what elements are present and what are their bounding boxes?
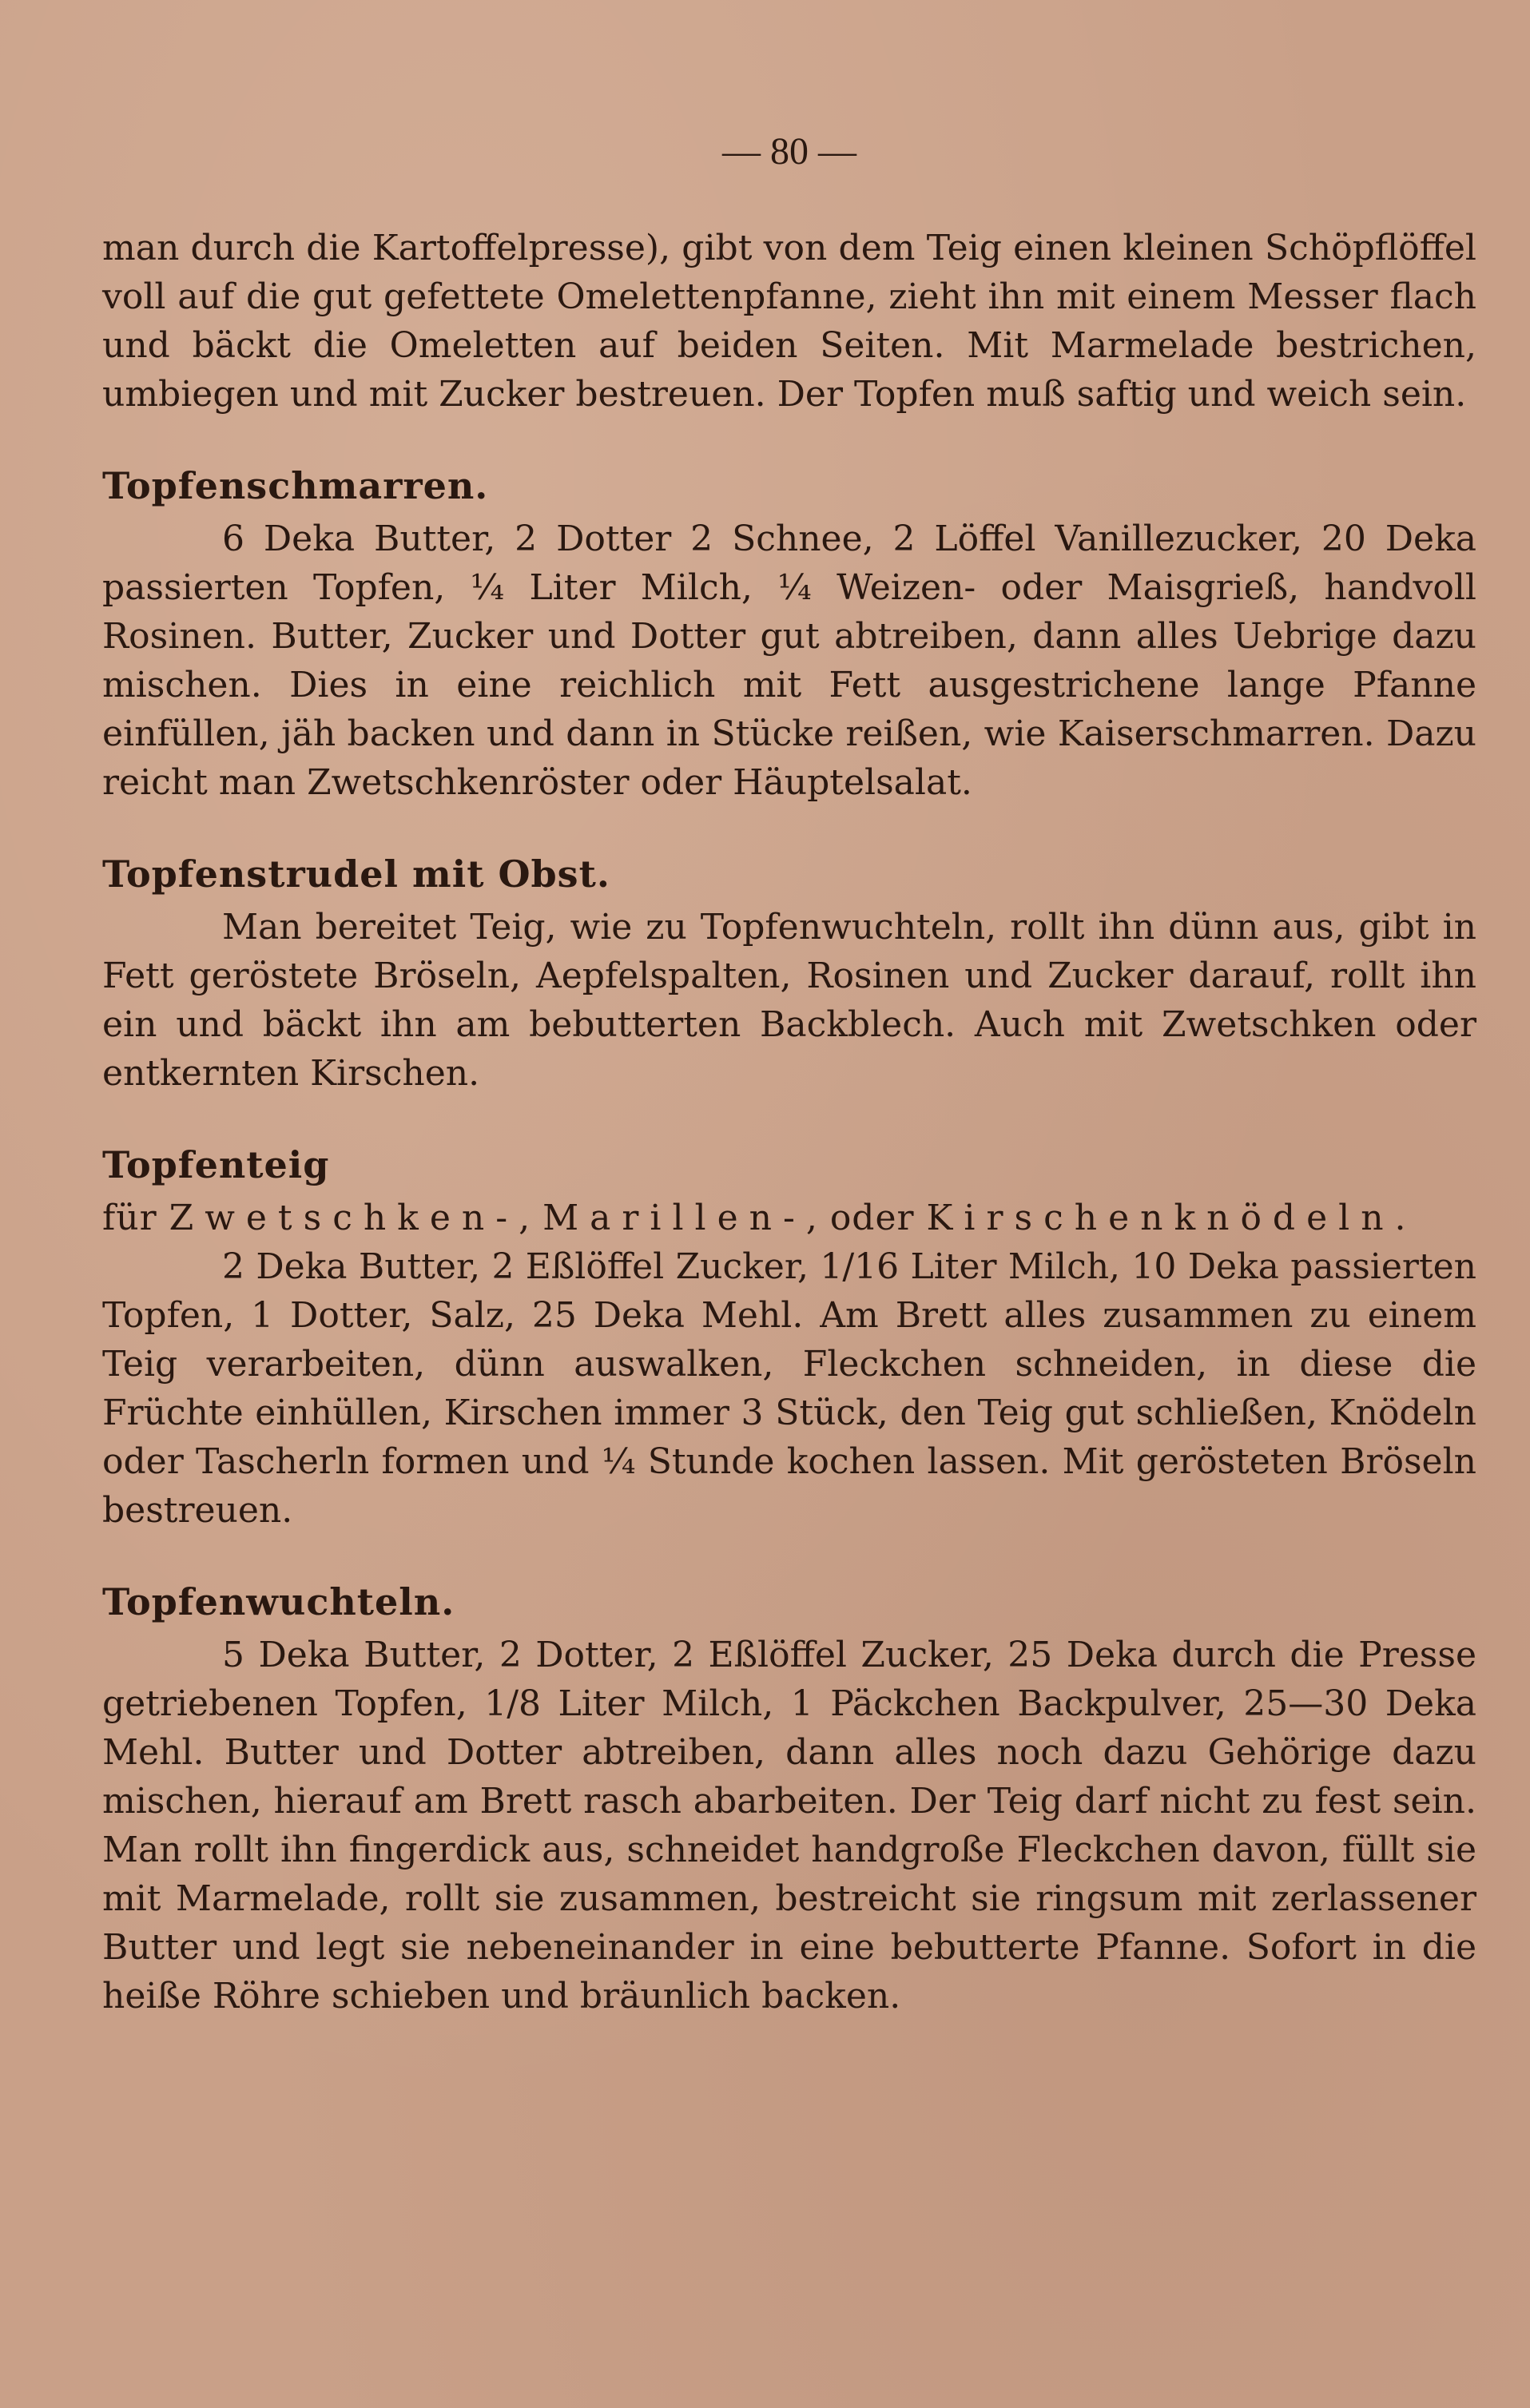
recipe-title: Topfenstrudel mit Obst.: [102, 852, 610, 896]
subtitle-fruit-2: Marillen-: [542, 1198, 806, 1238]
subtitle-separator: ,: [519, 1198, 543, 1238]
recipe-title: Topfenschmarren.: [102, 464, 489, 507]
subtitle-fruit-1: Zwetschken-: [169, 1198, 519, 1238]
intro-paragraph: man durch die Kartoffelpresse), gibt von dem Teig einen kleinen Schöpflöffel voll auf die gut gefettete Omelettenpfanne, zieht ihn mit einem Messer flach und bäckt die Omeletten auf beiden Seiten. Mit Marmelade bestrichen, umbiegen und mit Zucker bestreuen. Der Topfen muß saftig und weich sein.: [102, 228, 1476, 415]
subtitle-prefix: für: [102, 1198, 169, 1238]
subtitle-fruit-3: Kirschenknödeln.: [926, 1198, 1417, 1238]
recipe-body: 5 Deka Butter, 2 Dotter, 2 Eßlöffel Zucker, 25 Deka durch die Presse getriebenen Topfen, 1/8 Liter Milch, 1 Päckchen Backpulver, 25—30 Deka Mehl. Butter und Dotter abtreiben, dann alles noch dazu Gehörige dazu mischen, hierauf am Brett rasch abarbeiten. Der Teig darf nicht zu fest sein. Man rollt ihn fingerdick aus, schneidet handgroße Fleckchen davon, füllt sie mit Marmelade, rollt sie zusammen, bestreicht sie ringsum mit zerlassener Butter und legt sie nebeneinander in eine bebutterte Pfanne. Sofort in die heiße Röhre schieben und bräunlich backen.: [102, 1635, 1476, 2017]
recipe-body: 2 Deka Butter, 2 Eßlöffel Zucker, 1/16 Liter Milch, 10 Deka passierten Topfen, 1 Dotter, Salz, 25 Deka Mehl. Am Brett alles zusammen zu einem Teig verarbeiten, dünn auswalken, Fleckchen schneiden, in diese die Früchte einhüllen, Kirschen immer 3 Stück, den Teig gut schließen, Knödeln oder Tascherln formen und ¼ Stunde kochen lassen. Mit gerösteten Bröseln bestreuen.: [102, 1246, 1476, 1531]
page-number: — 80 —: [722, 130, 856, 173]
recipe-body: 6 Deka Butter, 2 Dotter 2 Schnee, 2 Löffel Vanillezucker, 20 Deka passierten Topfen, ¼ Liter Milch, ¼ Weizen- oder Maisgrieß, handvoll Rosinen. Butter, Zucker und Dotter gut abtreiben, dann alles Uebrige dazu mischen. Dies in eine reichlich mit Fett ausgestrichene lange Pfanne einfüllen, jäh backen und dann in Stücke reißen, wie Kaiserschmarren. Dazu reicht man Zwetschkenröster oder Häuptelsalat.: [102, 519, 1476, 803]
book-page: [102, 128, 1476, 2021]
recipe-body: Man bereitet Teig, wie zu Topfenwuchteln, rollt ihn dünn aus, gibt in Fett geröstete Bröseln, Aepfelspalten, Rosinen und Zucker darauf, rollt ihn ein und bäckt ihn am bebutterten Backblech. Auch mit Zwetschken oder entkernten Kirschen.: [102, 907, 1476, 1094]
recipe-topfenschmarren: [102, 460, 1476, 807]
recipe-topfenwuchteln: [102, 1576, 1476, 2021]
recipe-title: Topfenwuchteln.: [102, 1580, 455, 1623]
recipe-subtitle: [102, 1194, 1476, 1242]
recipe-topfenteig: [102, 1139, 1476, 1535]
recipe-topfenstrudel: [102, 848, 1476, 1098]
subtitle-separator: , oder: [805, 1198, 927, 1238]
recipe-title: Topfenteig: [102, 1143, 330, 1186]
